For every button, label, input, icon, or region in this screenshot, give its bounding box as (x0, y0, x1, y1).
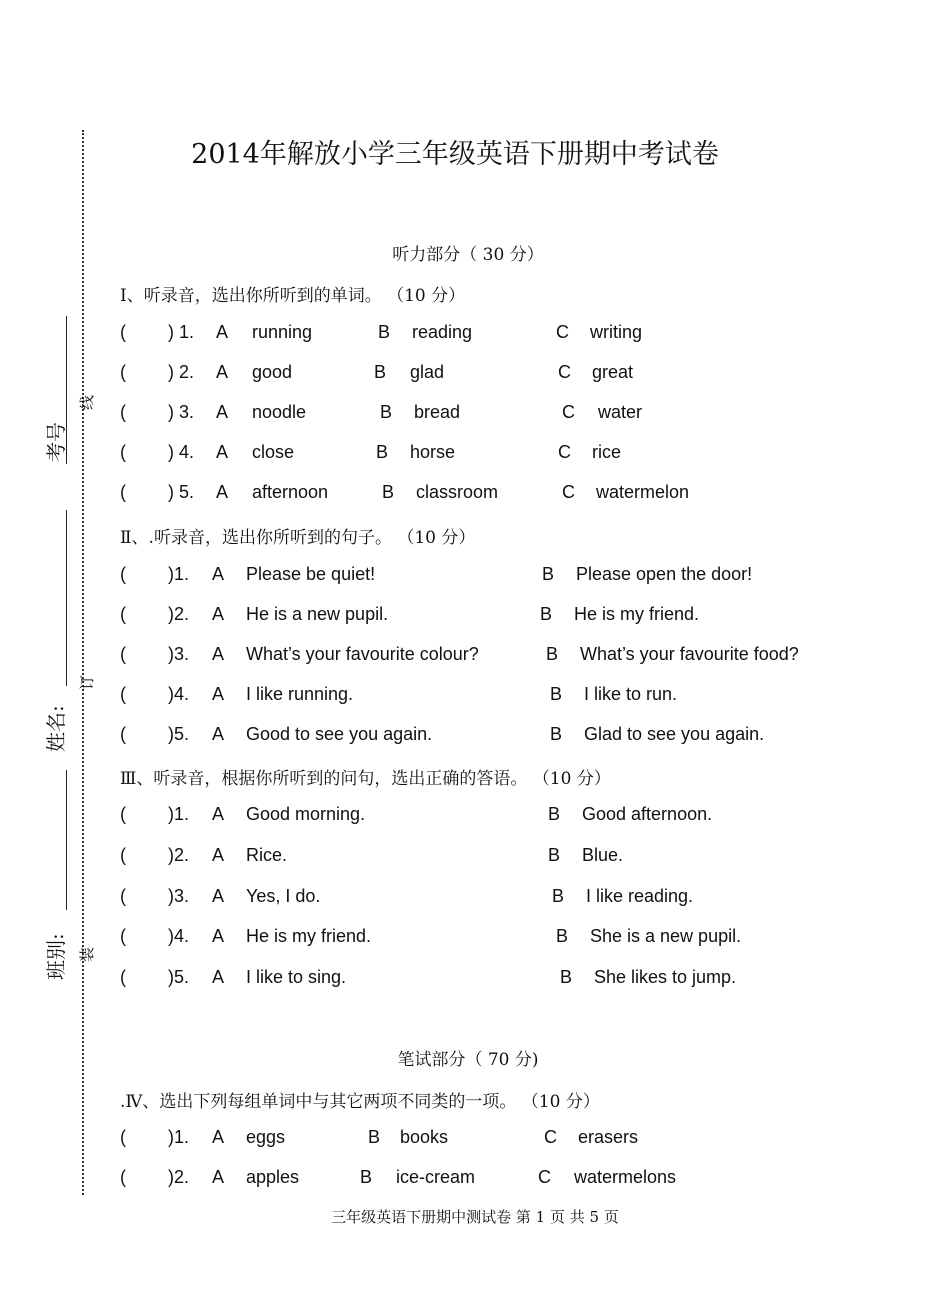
question-number: ) 1. (168, 322, 195, 342)
option-a-text: Please be quiet! (246, 564, 376, 584)
question-number: )4. (168, 926, 190, 946)
answer-paren: ( (120, 724, 126, 744)
option-c-letter: C (562, 482, 575, 502)
answer-paren: ( (120, 604, 126, 624)
option-b-letter: B (546, 644, 559, 664)
option-b-letter: B (548, 804, 561, 824)
answer-paren: ( (120, 564, 126, 584)
option-a-text: eggs (246, 1127, 286, 1147)
option-a-letter: A (216, 362, 229, 382)
answer-paren: ( (120, 362, 126, 382)
option-a-letter: A (216, 322, 229, 342)
option-a-letter: A (212, 724, 225, 744)
binding-mark-staple: 订 (78, 674, 96, 690)
option-c-text: watermelon (596, 482, 690, 502)
option-b-text: I like to run. (584, 684, 678, 704)
option-a-text: apples (246, 1167, 300, 1187)
option-a-text: He is a new pupil. (246, 604, 389, 624)
answer-paren: ( (120, 442, 126, 462)
binding-mark-line: 线 (78, 394, 96, 410)
number-label: 考号 (44, 422, 68, 462)
option-c-letter: C (562, 402, 575, 422)
option-b-text: I like reading. (586, 886, 694, 906)
option-a-text: Yes, I do. (246, 886, 321, 906)
part4-instruction: .Ⅳ、选出下列每组单词中与其它两项不同类的一项。 （10 分） (120, 1092, 600, 1112)
listening-section-title: 听力部分（ 30 分） (392, 245, 544, 265)
option-a-text: I like running. (246, 684, 354, 704)
option-b-text: bread (414, 402, 461, 422)
option-a-text: close (252, 442, 295, 462)
option-c-text: rice (592, 442, 622, 462)
question-number: ) 3. (168, 402, 195, 422)
option-c-text: erasers (578, 1127, 639, 1147)
option-b-text: glad (410, 362, 445, 382)
class-label: 班别: (44, 933, 68, 980)
option-a-letter: A (212, 967, 225, 987)
question-number: )2. (168, 604, 190, 624)
page-title: 2014年解放小学三年级英语下册期中考试卷 (191, 139, 719, 170)
option-b-text: classroom (416, 482, 499, 502)
question-number: )4. (168, 684, 190, 704)
answer-paren: ( (120, 322, 126, 342)
option-b-text: books (400, 1127, 449, 1147)
option-b-letter: B (542, 564, 555, 584)
option-b-letter: B (540, 604, 553, 624)
option-a-letter: A (216, 402, 229, 422)
answer-paren: ( (120, 886, 126, 906)
option-b-letter: B (550, 684, 563, 704)
option-c-text: watermelons (574, 1167, 677, 1187)
option-b-text: Glad to see you again. (584, 724, 765, 744)
answer-paren: ( (120, 1127, 126, 1147)
option-a-text: What’s your favourite colour? (246, 644, 479, 664)
option-b-letter: B (376, 442, 389, 462)
option-c-letter: C (558, 362, 571, 382)
question-number: )1. (168, 1127, 190, 1147)
option-a-text: I like to sing. (246, 967, 347, 987)
option-b-text: He is my friend. (574, 604, 700, 624)
question-number: )3. (168, 644, 190, 664)
option-c-text: great (592, 362, 634, 382)
question-number: ) 2. (168, 362, 195, 382)
option-c-letter: C (538, 1167, 551, 1187)
page-footer: 三年级英语下册期中测试卷 第 1 页 共 5 页 (331, 1208, 619, 1226)
option-a-letter: A (212, 604, 225, 624)
option-b-text: She likes to jump. (594, 967, 737, 987)
option-b-text: ice-cream (396, 1167, 476, 1187)
option-b-letter: B (550, 724, 563, 744)
option-c-text: water (598, 402, 643, 422)
question-number: )2. (168, 1167, 190, 1187)
name-label: 姓名: (44, 705, 68, 752)
option-a-letter: A (212, 684, 225, 704)
part3-instruction: Ⅲ、听录音，根据你所听到的问句，选出正确的答语。 （10 分） (120, 769, 611, 789)
answer-paren: ( (120, 1167, 126, 1187)
option-a-letter: A (212, 644, 225, 664)
option-b-letter: B (382, 482, 395, 502)
option-a-text: Good morning. (246, 804, 366, 824)
option-b-letter: B (556, 926, 569, 946)
option-a-text: good (252, 362, 293, 382)
option-b-text: reading (412, 322, 473, 342)
option-a-letter: A (216, 442, 229, 462)
option-b-letter: B (380, 402, 393, 422)
option-c-letter: C (558, 442, 571, 462)
option-c-letter: C (544, 1127, 557, 1147)
binding-mark-bind: 装 (78, 946, 96, 962)
answer-paren: ( (120, 402, 126, 422)
option-b-text: Blue. (582, 845, 624, 865)
option-b-letter: B (360, 1167, 373, 1187)
answer-paren: ( (120, 845, 126, 865)
question-number: ) 5. (168, 482, 195, 502)
option-a-text: Good to see you again. (246, 724, 433, 744)
option-a-letter: A (216, 482, 229, 502)
option-a-text: He is my friend. (246, 926, 372, 946)
option-b-text: Please open the door! (576, 564, 753, 584)
option-b-letter: B (374, 362, 387, 382)
option-a-letter: A (212, 564, 225, 584)
class-blank (66, 770, 67, 910)
answer-paren: ( (120, 804, 126, 824)
answer-paren: ( (120, 967, 126, 987)
part2-instruction: Ⅱ、.听录音，选出你所听到的句子。 （10 分） (120, 528, 476, 548)
option-a-letter: A (212, 804, 225, 824)
option-b-text: Good afternoon. (582, 804, 713, 824)
option-a-text: noodle (252, 402, 307, 422)
question-number: )1. (168, 564, 190, 584)
option-a-text: Rice. (246, 845, 288, 865)
question-number: ) 4. (168, 442, 195, 462)
option-c-text: writing (590, 322, 643, 342)
writing-section-title: 笔试部分（ 70 分) (397, 1050, 539, 1070)
answer-paren: ( (120, 684, 126, 704)
answer-paren: ( (120, 926, 126, 946)
binding-dotted-line (82, 130, 84, 1195)
option-a-text: afternoon (252, 482, 329, 502)
name-blank (66, 510, 67, 686)
option-b-text: horse (410, 442, 456, 462)
option-b-letter: B (548, 845, 561, 865)
option-b-letter: B (560, 967, 573, 987)
option-a-letter: A (212, 1127, 225, 1147)
option-b-letter: B (368, 1127, 381, 1147)
option-c-letter: C (556, 322, 569, 342)
question-number: )3. (168, 886, 190, 906)
question-number: )5. (168, 967, 190, 987)
option-a-letter: A (212, 1167, 225, 1187)
part1-instruction: Ⅰ、听录音，选出你所听到的单词。 （10 分） (120, 286, 466, 306)
option-a-text: running (252, 322, 313, 342)
option-b-letter: B (552, 886, 565, 906)
question-number: )1. (168, 804, 190, 824)
question-number: )2. (168, 845, 190, 865)
question-number: )5. (168, 724, 190, 744)
option-a-letter: A (212, 845, 225, 865)
answer-paren: ( (120, 644, 126, 664)
option-b-letter: B (378, 322, 391, 342)
option-a-letter: A (212, 926, 225, 946)
option-b-text: She is a new pupil. (590, 926, 742, 946)
option-a-letter: A (212, 886, 225, 906)
answer-paren: ( (120, 482, 126, 502)
option-b-text: What’s your favourite food? (580, 644, 799, 664)
